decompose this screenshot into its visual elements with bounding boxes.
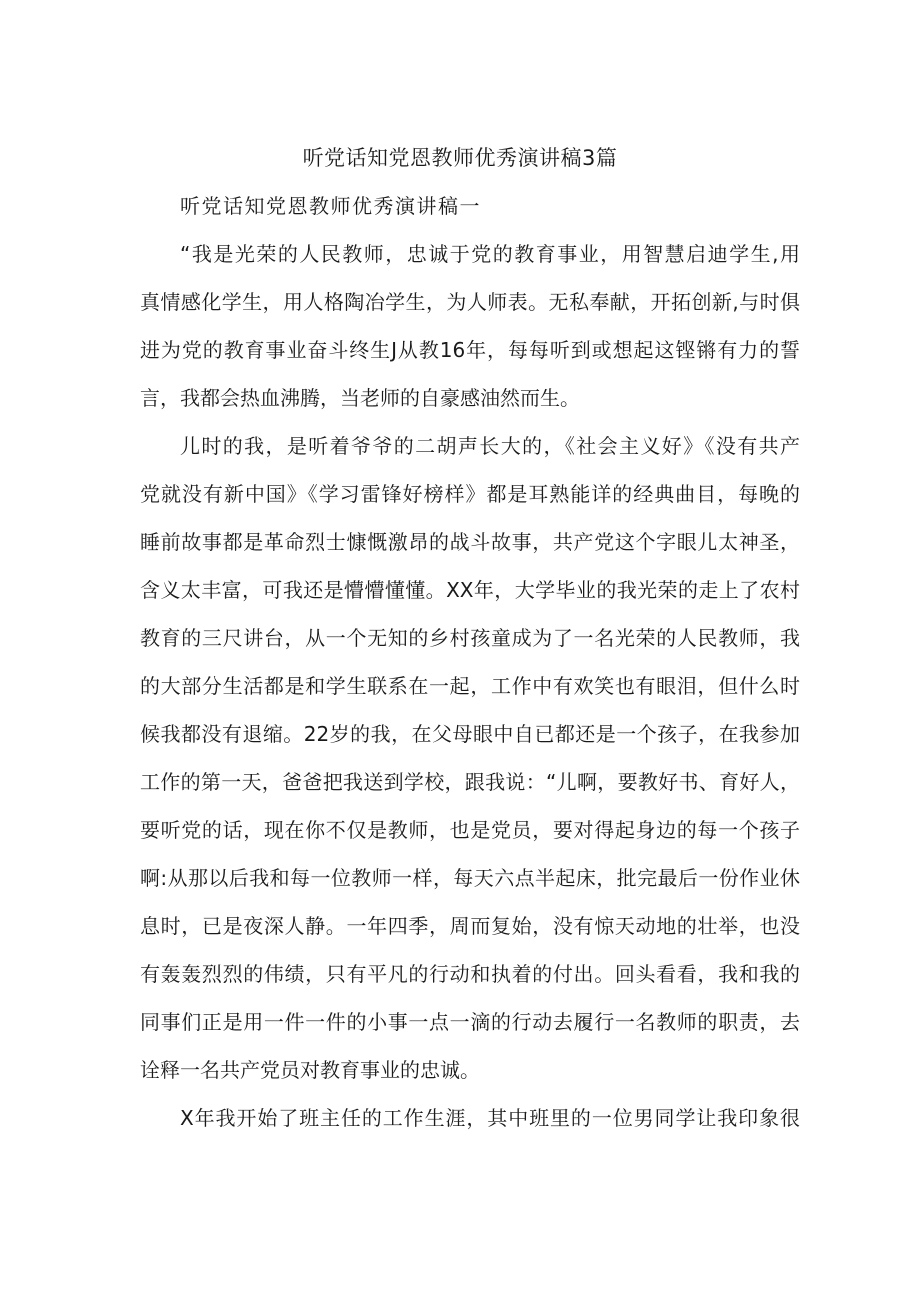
body-line: 儿时的我，是听着爷爷的二胡声长大的，《社会主义好》《没有共产 [180,434,800,458]
body-line: 睡前故事都是革命烈士慷慨激昂的战斗故事，共产党这个字眼儿太神圣， [140,530,800,554]
body-line: 含义太丰富，可我还是懵懵懂懂。XX年，大学毕业的我光荣的走上了农村 [140,578,800,602]
body-line: 同事们正是用一件一件的小事一点一滴的行动去履行一名教师的职责，去 [140,1010,800,1034]
body-line: 候我都没有退缩。22岁的我，在父母眼中自已都还是一个孩子，在我参加 [140,722,800,746]
body-line: X年我开始了班主任的工作生涯，其中班里的一位男同学让我印象很 [180,1106,800,1130]
body-line: 要听党的话，现在你不仅是教师，也是党员，要对得起身边的每一个孩子 [140,818,800,842]
body-line: 言，我都会热血沸腾，当老师的自豪感油然而生。 [140,386,580,410]
body-line: 诠释一名共产党员对教育事业的忠诚。 [140,1058,480,1082]
body-line: 息时，已是夜深人静。一年四季，周而复始，没有惊天动地的壮举，也没 [140,914,800,938]
section-heading: 听党话知党恩教师优秀演讲稿一 [180,194,481,218]
body-line: 的大部分生活都是和学生联系在一起，工作中有欢笑也有眼泪，但什么时 [140,674,800,698]
body-line: 啊:从那以后我和每一位教师一样，每天六点半起床，批完最后一份作业休 [140,866,800,890]
body-line: 真情感化学生，用人格陶冶学生，为人师表。无私奉献，开拓创新,与时俱 [140,290,800,314]
document-title: 听党话知党恩教师优秀演讲稿3篇 [302,146,618,170]
body-line: 教育的三尺讲台，从一个无知的乡村孩童成为了一名光荣的人民教师，我 [140,626,800,650]
body-line: 工作的第一天，爸爸把我送到学校，跟我说：“儿啊，要教好书、育好人， [140,770,800,794]
body-line: 党就没有新中国》《学习雷锋好榜样》都是耳熟能详的经典曲目，每晚的 [140,482,800,506]
body-line: 有轰轰烈烈的伟绩，只有平凡的行动和执着的付出。回头看看，我和我的 [140,962,800,986]
body-line: “我是光荣的人民教师，忠诚于党的教育事业，用智慧启迪学生,用 [180,242,800,266]
body-line: 进为党的教育事业奋斗终生J从教16年，每每听到或想起这铿锵有力的誓 [140,338,800,362]
